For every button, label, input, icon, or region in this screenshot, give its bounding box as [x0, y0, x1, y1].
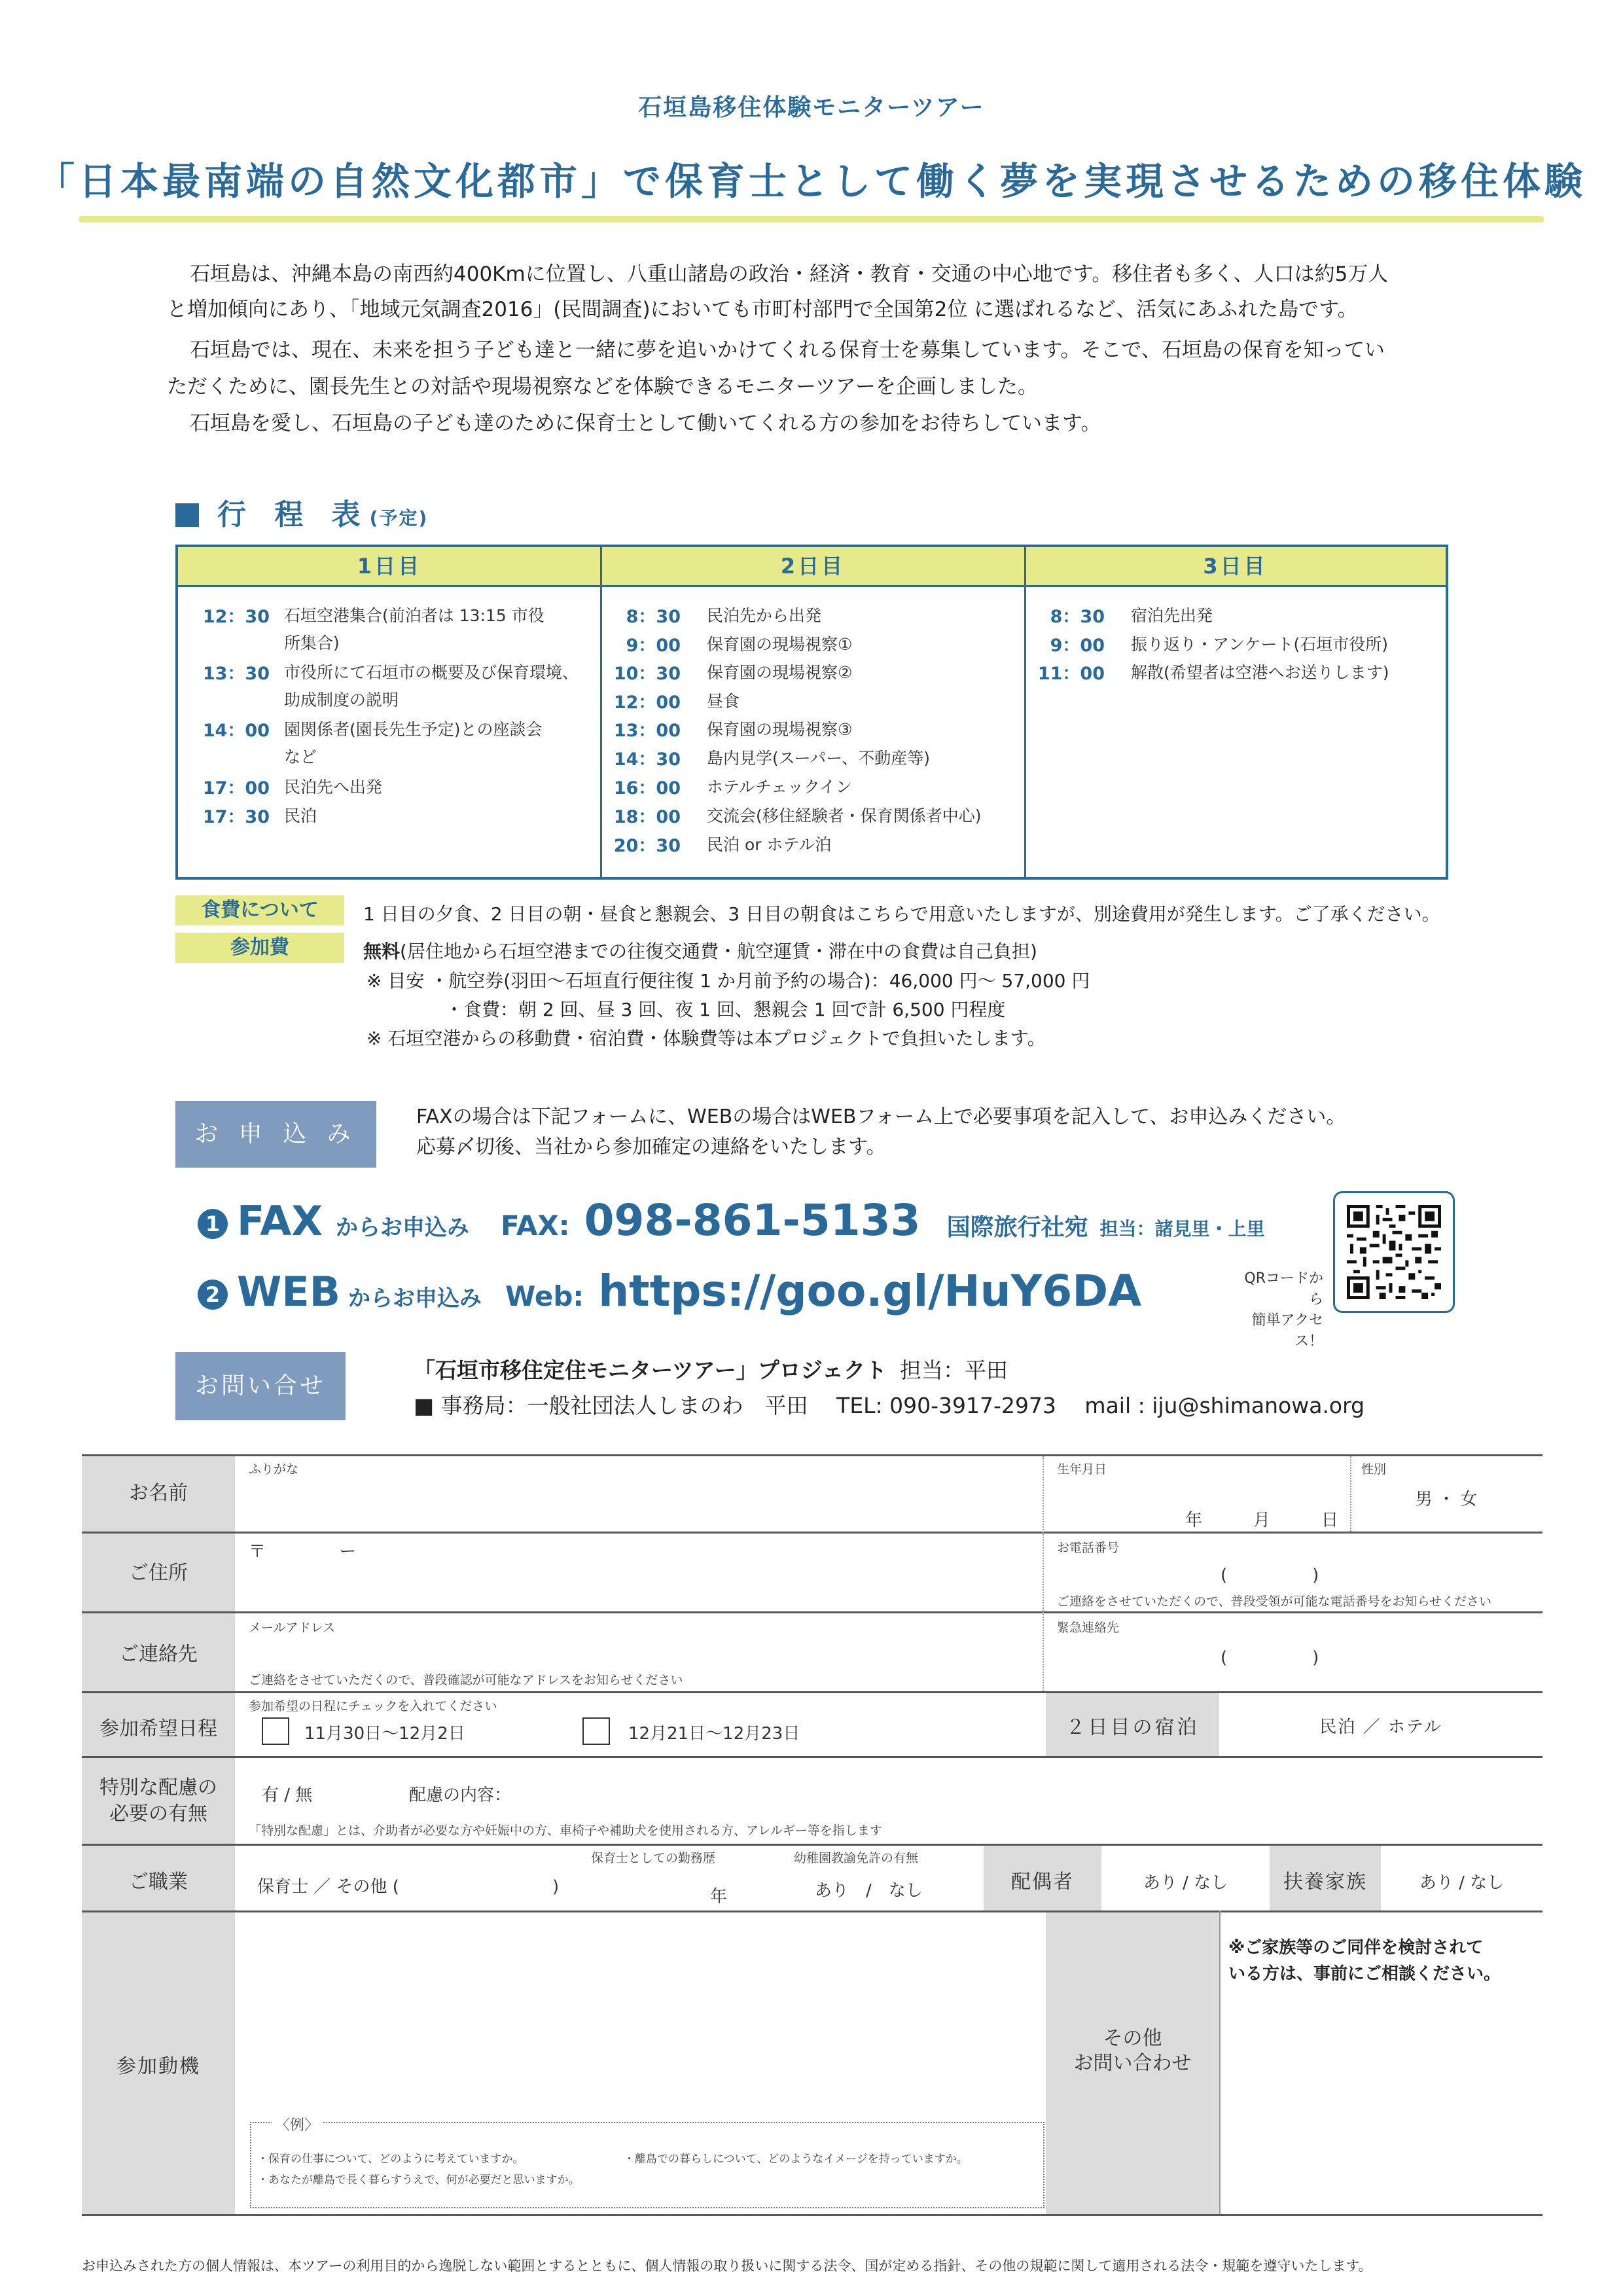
fee-main: 無料(居住地から石垣空港までの往復交通費・航空運賃・滞在中の食費は自己負担) [363, 941, 1037, 962]
web-word: WEB [237, 1268, 340, 1316]
dependent-selector[interactable]: あり / なし [1419, 1873, 1505, 1893]
form-divider [1219, 1910, 1221, 2214]
schedule-desc: 保育園の現場視察② [707, 663, 853, 682]
qr-code-frame[interactable] [1333, 1191, 1455, 1313]
fax-number: 098-861-5133 [584, 1195, 921, 1246]
spouse-label: 配偶者 [1011, 1871, 1074, 1893]
spouse-selector[interactable]: あり / なし [1143, 1873, 1228, 1893]
web-apply-row [198, 1266, 1141, 1316]
schedule-desc: 民泊 [284, 806, 317, 825]
example-3: ・あなたが離島で長く暮らすうえで、何が必要だと思いますか。 [257, 2174, 580, 2187]
special-selector[interactable]: 有 / 無 [262, 1785, 313, 1805]
special-content-label: 配慮の内容： [409, 1785, 512, 1805]
form-line [82, 1910, 1543, 1912]
schedule-time: 12：00 [613, 692, 681, 713]
number-2-icon: 2 [198, 1280, 228, 1310]
birth-label: 生年月日 [1057, 1462, 1107, 1477]
date1-checkbox[interactable] [262, 1717, 289, 1745]
example-title: 〈例〉 [272, 2114, 323, 2134]
schedule-time: 17：00 [202, 778, 270, 798]
emergency-input[interactable]: ( ) [1221, 1648, 1319, 1668]
birth-input[interactable]: 年 月 日 [1185, 1511, 1338, 1530]
dependent-label: 扶養家族 [1283, 1871, 1367, 1893]
contact-label: お問い合せ [175, 1352, 346, 1420]
schedule-time: 14：00 [202, 721, 270, 741]
fax-label: FAX: [501, 1210, 570, 1242]
email-note: ご連絡をさせていただくので、普段確認が可能なアドレスをお知らせください [249, 1673, 683, 1687]
fax-recipient: 国際旅行社宛 [946, 1214, 1088, 1241]
day-2-column [602, 585, 1024, 877]
schedule-desc: 石垣空港集合(前泊者は 13:15 市役 所集合) [284, 606, 544, 653]
schedule-desc: 民泊先へ出発 [284, 778, 383, 797]
address-label: ご住所 [129, 1562, 188, 1585]
phone-label: お電話番号 [1057, 1541, 1120, 1555]
contact-office: ■ 事務局：一般社団法人しまのわ 平田 TEL: 090-3917-2973 mail : iju@shimanowa.org [414, 1393, 1365, 1418]
special-label: 特別な配慮の 必要の有無 [99, 1776, 217, 1825]
fax-apply-row [198, 1195, 1265, 1246]
fax-contact-person: 担当：諸見里・上里 [1099, 1218, 1265, 1240]
schedule-table [175, 545, 1448, 880]
schedule-heading-text: 行 程 表 [217, 498, 370, 531]
schedule-time: 14：30 [613, 749, 681, 770]
fax-word: FAX [237, 1197, 323, 1245]
schedule-desc: 民泊先から出発 [707, 606, 822, 625]
intro-line-2: と増加傾向にあり、「地域元気調査2016」(民間調査)においても市町村部門で全国第2位 に選ばれるなど、活気にあふれた島です。 [167, 298, 1358, 321]
form-line [82, 1691, 1543, 1693]
meals-label: 食費について [175, 895, 344, 925]
web-label: Web: [505, 1280, 584, 1312]
stay-selector[interactable]: 民泊 ／ ホテル [1319, 1717, 1442, 1737]
apply-text-2: 応募〆切後、当社から参加確定の連絡をいたします。 [416, 1136, 886, 1158]
apply-label: お 申 込 み [175, 1101, 376, 1168]
schedule-time: 20：30 [613, 836, 681, 856]
date1-label: 11月30日〜12月2日 [304, 1724, 465, 1744]
application-form [82, 1454, 1543, 2216]
other-input[interactable] [1224, 1991, 1538, 2207]
schedule-desc: 民泊 or ホテル泊 [707, 835, 832, 854]
fee-project-covered: ※ 石垣空港からの移動費・宿泊費・体験費等は本プロジェクトで負担いたします。 [366, 1028, 1046, 1049]
emergency-label: 緊急連絡先 [1057, 1621, 1120, 1635]
schedule-desc: 島内見学(スーパー、不動産等) [707, 749, 931, 768]
license-selector[interactable]: あり / なし [815, 1881, 923, 1901]
contact-info-label: ご連絡先 [119, 1643, 198, 1666]
intro-line-4: ただくために、園長先生との対話や現場視察などを体験できるモニターツアーを企画しました。 [167, 375, 1038, 399]
title-underline [79, 216, 1544, 223]
meals-text: 1 日目の夕食、2 日目の朝・昼食と懇親会、3 日目の朝食はこちらで用意いたしますが、別途費用が発生します。ご了承ください。 [363, 903, 1440, 925]
form-divider [1043, 1456, 1044, 1611]
form-line [82, 1454, 1543, 1456]
schedule-desc: 昼食 [707, 692, 740, 711]
form-line [82, 1756, 1543, 1758]
schedule-time: 13：00 [613, 721, 681, 741]
day-2-header: 2日目 [601, 547, 1025, 587]
other-label: その他 お問い合わせ [1073, 2027, 1192, 2075]
schedule-time: 10：30 [613, 664, 681, 684]
schedule-desc: ホテルチェックイン [707, 778, 852, 797]
page-title: 「日本最南端の自然文化都市」で保育士として働く夢を実現させるための移住体験 [36, 159, 1586, 204]
postal-code-field[interactable]: 〒 ー [249, 1542, 357, 1562]
schedule-time: 11：00 [1037, 664, 1105, 684]
schedule-desc: 保育園の現場視察① [707, 635, 853, 654]
dates-note: 参加希望の日程にチェックを入れてください [249, 1699, 497, 1713]
career-label: 保育士としての勤務歴 [591, 1851, 716, 1865]
furigana-label: ふりがな [249, 1462, 299, 1477]
schedule-time: 12：30 [202, 607, 270, 627]
form-divider [1043, 1611, 1044, 1691]
intro-line-1: 石垣島は、沖縄本島の南西約400Kmに位置し、八重山諸島の政治・経済・教育・交通の中心地です。移住者も多く、人口は約5万人 [190, 262, 1389, 286]
name-label: お名前 [129, 1482, 188, 1505]
form-line [82, 1611, 1543, 1613]
schedule-time: 18：00 [613, 807, 681, 827]
fee-label: 参加費 [175, 933, 344, 963]
phone-note: ご連絡をさせていただくので、普段受領が可能な電話番号をお知らせください [1057, 1594, 1492, 1609]
date2-label: 12月21日〜12月23日 [628, 1724, 800, 1744]
form-line [82, 1844, 1543, 1846]
sex-label: 性別 [1361, 1462, 1387, 1477]
schedule-desc: 市役所にて石垣市の概要及び保育環境、 助成制度の説明 [284, 663, 579, 709]
phone-input[interactable]: ( ) [1221, 1566, 1319, 1585]
job-label: ご職業 [129, 1871, 188, 1893]
schedule-time: 9：00 [1050, 636, 1105, 656]
day-3-column [1026, 585, 1445, 877]
special-content-input[interactable] [527, 1775, 1535, 1808]
schedule-desc: 振り返り・アンケート(石垣市役所) [1131, 635, 1389, 654]
apply-text-1: FAXの場合は下記フォームに、WEBの場合はWEBフォーム上で必要事項を記入して、お申込みください。 [416, 1105, 1346, 1128]
schedule-time: 13：30 [202, 664, 270, 684]
day-1-header: 1日目 [178, 547, 601, 587]
schedule-time: 16：00 [613, 778, 681, 798]
career-input[interactable]: 年 [710, 1887, 728, 1907]
fax-from: からお申込み [336, 1215, 470, 1241]
schedule-heading-note: (予定) [369, 507, 429, 529]
email-label: メールアドレス [249, 1621, 336, 1635]
job-selector[interactable]: 保育士 ／ その他 ( ) [257, 1877, 560, 1897]
day-1-column [178, 585, 600, 877]
schedule-time: 8：30 [1050, 607, 1105, 627]
schedule-time: 8：30 [626, 607, 681, 627]
motive-input[interactable] [239, 1916, 1041, 2119]
example-2: ・離島での暮らしについて、どのようなイメージを持っていますか。 [624, 2153, 968, 2166]
schedule-time: 9：00 [626, 636, 681, 656]
family-note: ※ご家族等のご同伴を検討されて いる方は、事前にご相談ください。 [1228, 1938, 1501, 1984]
special-note: 「特別な配慮」とは、介助者が必要な方や妊娠中の方、車椅子や補助犬を使用される方、アレルギー等を指します [249, 1823, 882, 1838]
qr-note: QRコードから 簡単アクセス！ [1244, 1270, 1323, 1350]
sex-selector[interactable]: 男 ・ 女 [1415, 1490, 1478, 1509]
name-input[interactable] [239, 1474, 1037, 1529]
tour-subtitle: 石垣島移住体験モニターツアー [638, 94, 985, 121]
schedule-desc: 宿泊先出発 [1131, 606, 1213, 625]
schedule-desc: 解散(希望者は空港へお送りします) [1131, 663, 1389, 682]
stay-label: ２日目の宿泊 [1065, 1716, 1200, 1739]
example-1: ・保育の仕事について、どのように考えていますか。 [257, 2153, 524, 2166]
schedule-heading [175, 491, 428, 533]
schedule-desc: 保育園の現場視察③ [707, 720, 853, 739]
number-1-icon: 1 [198, 1209, 228, 1239]
email-input[interactable] [239, 1634, 1037, 1667]
motive-label: 参加動機 [116, 2055, 200, 2078]
fee-estimate-flight: ※ 目安 ・航空券(羽田〜石垣直行便往復 1 か月前予約の場合)：46,000 円〜 57,000 円 [366, 970, 1090, 992]
qr-code-icon [1347, 1205, 1441, 1299]
privacy-footer: お申込みされた方の個人情報は、本ツアーの利用目的から逸脱しない範囲とするとともに、個人情報の取り扱いに関する法令、国が定める指針、その他の規範に関して適用される法令・規範を遵守いたします。 [82, 2258, 1372, 2274]
intro-line-3: 石垣島では、現在、未来を担う子ども達と一緒に夢を追いかけてくれる保育士を募集しています。そこで、石垣島の保育を知ってい [190, 338, 1385, 362]
contact-project: 「石垣市移住定住モニターツアー」プロジェクト 担当：平田 [414, 1357, 1008, 1383]
schedule-time: 17：30 [202, 807, 270, 827]
date2-checkbox[interactable] [582, 1717, 610, 1745]
fee-estimate-meals: ・食費：朝 2 回、昼 3 回、夜 1 回、懇親会 1 回で計 6,500 円程度 [445, 999, 1006, 1020]
license-label: 幼稚園教諭免許の有無 [794, 1851, 919, 1865]
web-url-link[interactable]: https://goo.gl/HuY6DA [598, 1266, 1142, 1316]
day-3-header: 3日目 [1025, 547, 1446, 587]
form-line [82, 2214, 1543, 2216]
schedule-desc: 園関係者(園長先生予定)との座談会 など [284, 720, 543, 766]
schedule-desc: 交流会(移住経験者・保育関係者中心) [707, 806, 982, 825]
intro-line-5: 石垣島を愛し、石垣島の子ども達のために保育士として働いてくれる方の参加をお待ちしています。 [190, 412, 1101, 435]
form-line [82, 1532, 1543, 1534]
form-divider [1350, 1456, 1351, 1532]
dates-label: 参加希望日程 [99, 1717, 217, 1740]
web-from: からお申込み [348, 1285, 482, 1312]
square-icon [175, 503, 199, 527]
